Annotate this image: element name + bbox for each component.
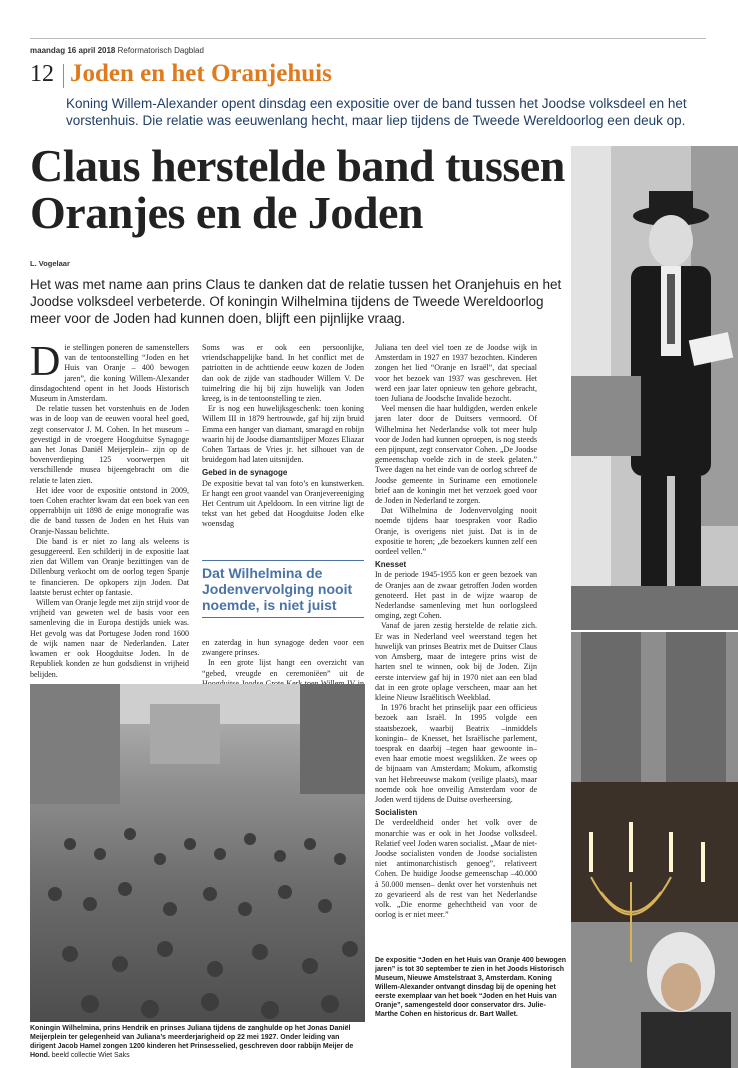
synagogue-photo-image (571, 632, 738, 1068)
intro-text: Koning Willem-Alexander opent dinsdag een expositie over de band tussen het Joodse volksdeel en het vorstenhuis. Die relatie was eeuwenlang hecht, maar liep tijdens de Tweede Wereldoorlog een deuk op. (66, 96, 687, 128)
page-number-divider (63, 64, 64, 88)
paragraph: In de periode 1945-1955 kon er geen bezoek van de Oranjes aan de zwaar getroffen Joden worden genoteerd. Het past in de wijze waarop de Nederlandse samenleving met hun oorlogsleed omging, zegt Cohen. (375, 570, 537, 621)
paragraph: Die band is er niet zo lang als weleens is gesuggereerd. Een schilderij in de expositie laat zien dat Willem van Oranje bezittingen van de Dillenburg verkocht om de oorlog tegen Spanje te financieren. De opkopers zijn Joden. Dat laatste berust echter op fantasie. (30, 536, 189, 597)
date: maandag 16 april 2018 (30, 46, 116, 55)
section-title: Joden en het Oranjehuis (70, 60, 332, 87)
crowd-photo-image (30, 684, 365, 1022)
prince-claus-photo-image (571, 146, 738, 630)
subheading: Knesset (375, 560, 407, 570)
subheading: Gebed in de synagoge (202, 468, 288, 478)
paragraph: Dat Wilhelmina de Jodenvervolging nooit noemde tijdens haar toespraken voor Radio Oranje, is overigens niet juist. Dat is in de expositie te horen; „de bezoekers kunnen zelf een oordeel vellen.” (375, 506, 537, 557)
page-number: 12 (30, 61, 54, 87)
paragraph: Er is nog een huwelijksgeschenk: toen koning Willem III in 1879 hertrouwde, gaf hij zijn bruid Emma een hanger van diamant, smaragd en robijn waarin hij de Joodse diamantslijper Mozes Eliazar Cohen Tartaas de Vries jr. het silhouet van de bruidegom had laten uitsnijden. (202, 404, 364, 465)
paragraph: en zaterdag in hun synagoge deden voor een zwangere prinses. (202, 638, 364, 658)
paper-name: Reformatorisch Dagblad (117, 46, 204, 55)
paragraph: De verdeeldheid onder het volk over de monarchie was er ook in het Joodse volksdeel. Relatief veel Joden waren socialist. „Maar de niet-Joodse socialisten vonden de Joodse socialisten niet antimonarchistisch genoeg”, relativeert Cohen. De huidige Joodse gemeenschap –40.000 à 50.000 mensen– denkt over het vorstenhuis net zo gevarieerd als de rest van het Nederlandse volk. „Die enorme gehechtheid van voor de oorlog is er niet meer.” (375, 818, 537, 920)
paragraph: De expositie bevat tal van foto’s en kunstwerken. Er hangt een groot vaandel van Oranjevereeniging Het Centrum uit Apeldoorn. In een vitrine ligt de tekst van het gebed dat Hoogduitse Joden elke woensdag (202, 478, 364, 529)
synagogue-photo (571, 632, 738, 1068)
top-rule (30, 38, 706, 39)
paragraph: Het idee voor de expositie ontstond in 2009, toen Cohen erachter kwam dat een boek van een opperrabbijn uit 1898 de enige monografie was die de band tussen de Joden en het Huis van Oranje-Nassau belichtte. (30, 485, 189, 536)
paragraph-text: ie stellingen poneren de samenstellers van de tentoonstelling “Joden en het Huis van Oranje – 400 bewogen jaren”, die koning Willem-Alexander dinsdagochtend opent in het Joods Historisch Museum in Amsterdam. (30, 343, 189, 404)
paragraph (30, 339, 189, 404)
paragraph: In 1976 bracht het prinselijk paar een officieus bezoek aan Israël. In 1995 volgde een staatsbezoek, waarbij Beatrix –inmiddels koningin– de Knesset, het Israëlische parlement, toesprak en daarbij –tegen haar gewoonte in– even haar emotie moest wegslikken. Ze wees op de bijnaam van Amsterdam; Mokum, afkomstig van het Hebreeuwse makom (veilige plaats), maar noemde ook hoe onveilig Amsterdam voor de Joden werd tijdens de Duitse overheersing. (375, 703, 537, 804)
article-column-3 (375, 343, 537, 920)
pull-quote: Dat Wilhelmina de Jodenvervolging nooit noemde, is niet juist (202, 560, 364, 618)
caption-text: Koningin Wilhelmina, prins Hendrik en prinses Juliana tijdens de zanghulde op het Jonas Daniël Meijerplein ter gelegenheid van Juliana’s meerderjarigheid op 22 mei 1927. Onder leiding van dirigent Jacob Hamel zongen 1200 kinderen het Prinsesselied, geschreven door rabbijn Meijer de Hond. (30, 1025, 354, 1059)
subheading: Socialisten (375, 808, 418, 818)
photo-credit: beeld collectie Wiet Saks (51, 1052, 130, 1059)
drop-cap: D (30, 339, 61, 385)
paragraph: Veel mensen die haar huldigden, werden enkele jaren later door de Duitsers vermoord. Of Wilhelmina het Nederlandse volk tot meer hulp voor de Joden had kunnen oproepen, is nog steeds een pijnpunt, zegt conservator Cohen. „De Joodse gemeenschap voelde zich in de steek gelaten.” Twee dagen na het einde van de oorlog schreef de Joodse gemeente in Suriname een emotionele brief aan de koningin met het verzoek goed voor de Joden in Nederland te zorgen. (375, 404, 537, 506)
byline: L. Vogelaar (30, 259, 70, 268)
paragraph: De relatie tussen het vorstenhuis en de Joden was in de loop van de eeuwen vooral heel goed, zegt conservator J. M. Cohen. In het museum –gevestigd in de vroegere Hoogduitse Synagoge aan het Jonas Daniël Meijerplein– zijn op de bovenverdieping 125 voorwerpen uit verschillende musea bijeengebracht om die relatie te laten zien. (30, 404, 189, 485)
paragraph: In een grote lijst hangt een overzicht van “gebed, vreugde en ceremoniëen” uit de (202, 658, 364, 678)
paragraph: Vanaf de jaren zestig herstelde de relatie zich. Er was in Nederland veel weerstand tegen het huwelijk van prinses Beatrix met de Duitser Claus von Amsberg, maar de integere prins wist de harten snel te winnen, ook bij de Joden. Zijn eerste interview gaf hij in 1970 niet aan een blad dat in een grote oplage verscheen, maar aan het kleine Nieuw Israëlitisch Weekblad. (375, 621, 537, 702)
article-column-2 (202, 343, 364, 530)
headline: Claus herstelde band tussen Oranjes en de Joden (30, 140, 565, 238)
dateline (30, 46, 204, 55)
paragraph: Soms was er ook een persoonlijke, vriendschappelijke band. In het conflict met de patriotten in de achttiende eeuw kozen de Joden dan ook de zijde van stadhouder Willem V. De tuimelring die hij bij zijn huwelijk van Joden kreeg, is in de tentoonstelling te zien. (202, 343, 364, 404)
expo-caption: De expositie “Joden en het Huis van Oranje 400 bewogen jaren” is tot 30 september te zien in het Joods Historisch Museum, Nieuwe Amstelstraat 3, Amsterdam. Koning Willem-Alexander ontvangt dinsdag bij de opening het eerste exemplaar van het boek “Joden en het Huis van Oranje”, samengesteld door conservator drs. Julie-Marthe Cohen en historicus dr. Bart Wallet. (375, 957, 566, 1018)
lead-paragraph: Het was met name aan prins Claus te danken dat de relatie tussen het Oranjehuis en het Joodse volksdeel verbeterde. Of koningin Wilhelmina tijdens de Tweede Wereldoorlog meer voor de Joden had kunnen doen, blijft een pijnlijke vraag. (30, 277, 562, 326)
crowd-photo-caption (30, 1024, 365, 1060)
paragraph: Willem van Oranje legde met zijn strijd voor de vrijheid van geweten wel de basis voor een samenleving die in Europa destijds uniek was. Het gevolg was dat Portugese Joden rond 1600 de wijk namen naar de Nederlanden. Later kwamen er ook Hoogduitse Joden. In de Republiek konden ze hun godsdienst in vrijheid belijden. (30, 598, 189, 679)
paragraph: Juliana ten deel viel toen ze de Joodse wijk in Amsterdam in 1927 en 1937 bezochten. Kinderen zongen het lied “Oranje en Israël”, dat speciaal voor het bezoek van 1937 was geschreven. Het werd een jaar later opnieuw ten gehore gebracht, toen Juliana de Joodsche Invalide bezocht. (375, 343, 537, 404)
crowd-photo (30, 684, 365, 1022)
prince-claus-photo (571, 146, 738, 630)
